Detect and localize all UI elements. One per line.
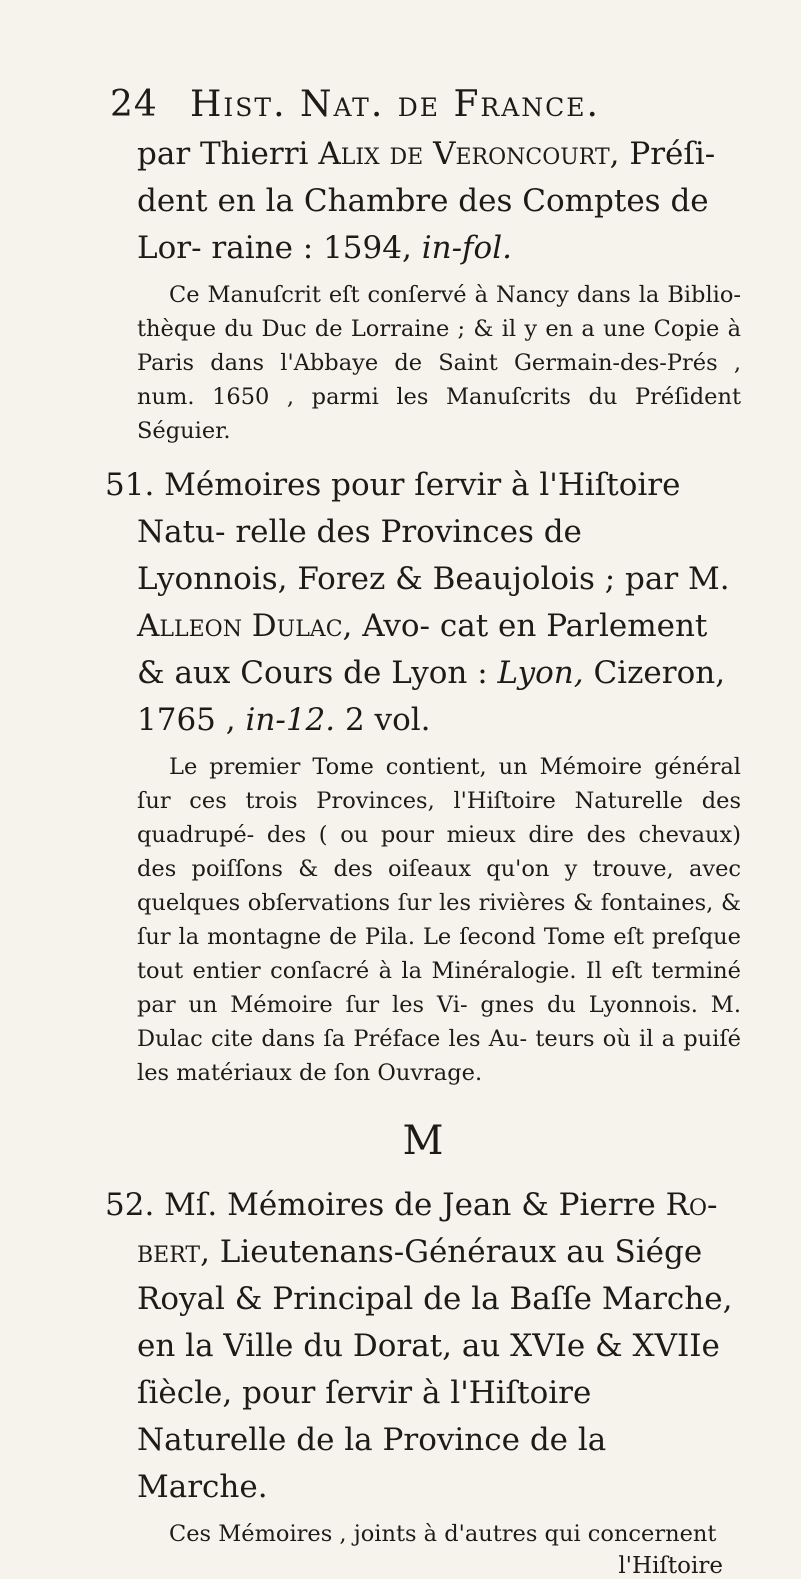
running-header — [105, 84, 741, 125]
place: Lyon, — [497, 655, 584, 691]
entry-number: 52. — [105, 1187, 155, 1223]
entry-number: 51. — [105, 467, 155, 503]
catchword: l'Hiſtoire — [618, 1553, 723, 1579]
author-name: Alix de Veroncourt — [318, 136, 610, 172]
entry-50-note: Ce Manuſcrit eſt conſervé à Nancy dans la Biblio- thèque du Duc de Lorraine ; & il y en a une Copie à Paris dans l'Abbaye de Saint Germain-des-Prés , num. 1650 , parmi les Manuſcrits du Préſident Séguier. — [137, 282, 741, 444]
entry-51: 51. Mémoires pour ſervir à l'Hiſtoire Natu- relle des Provinces de Lyonnois, Forez & Beaujolois ; par M. Alleon Dulac, Avo- cat en Parlement & aux Cours de Lyon : Lyon, Cizeron, 1765 , in-12. 2 vol. — [105, 467, 730, 738]
author-name: Alleon Dulac — [137, 608, 343, 644]
entry-52: 52. Mſ. Mémoires de Jean & Pierre Ro- bert, Lieutenans-Généraux au Siége Royal & Principal de la Baſſe Marche, en la Ville du Dorat, au XVIe & XVIIe ſiècle, pour ſervir à l'Hiſtoire Naturelle de la Province de la Marche. — [105, 1187, 733, 1505]
format: in-12. — [245, 702, 336, 738]
section-letter: M — [402, 1118, 444, 1164]
page-number: 24 — [110, 84, 158, 125]
entry-51-note: Le premier Tome contient, un Mémoire général ſur ces trois Provinces, l'Hiſtoire Naturelle des quadrupé- des ( ou pour mieux dire des chevaux) des poiſſons & des oiſeaux qu'on y trouve, avec quelques obſervations ſur les rivières & fontaines, & ſur la montagne de Pila. Le ſecond Tome eſt preſque tout entier conſacré à la Minéralogie. Il eſt terminé par un Mémoire ſur les Vi- gnes du Lyonnois. M. Dulac cite dans ſa Préface les Au- teurs où il a puiſé les matériaux de ſon Ouvrage. — [137, 754, 741, 1086]
running-title: Hist. Nat. de France. — [190, 84, 600, 125]
entry-52-note: Ces Mémoires , joints à d'autres qui concernent — [169, 1521, 717, 1547]
author-name: Ro- bert — [137, 1187, 718, 1270]
entry-50-continuation: par Thierri Alix de Veroncourt, Préſi- dent en la Chambre des Comptes de Lor- raine : 1594, in-fol. — [137, 136, 716, 266]
